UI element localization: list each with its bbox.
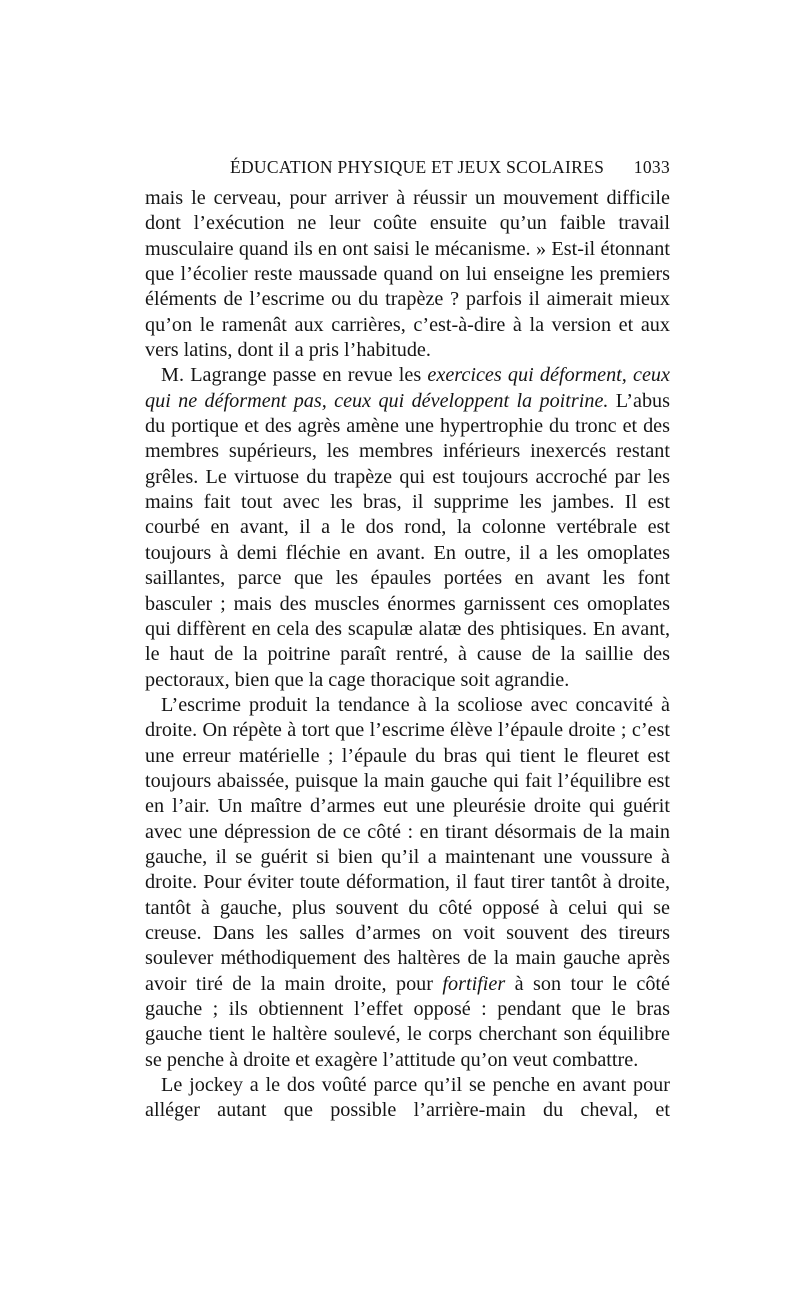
paragraph-text: Le jockey a le dos voûté parce qu’il se penche en avant pour alléger autant que possible l’arrière-main du cheval, et — [145, 1074, 670, 1122]
paragraph-text: mais le cerveau, pour arriver à réussir un mouvement difficile dont l’exécution ne leur coûte ensuite qu’un faible travail musculaire quand ils en ont saisi le mécanisme. » Est-il étonnant que l’écolier reste maussade quand on lui enseigne les premiers éléments de l’escrime ou du trapèze ? parfois il aimerait mieux qu’on le ramenât aux carrières, c’est-à-dire à la version et aux vers latins, dont il a pris l’habitude. — [145, 187, 670, 362]
paragraph-text: L’abus du portique et des agrès amène une hypertrophie du tronc et des membres supérieurs, les membres inférieurs inexercés restant grêles. Le virtuose du trapèze qui est toujours accroché par les mains fait tout avec les bras, il supprime les jambes. Il est courbé en avant, il a le dos rond, la colonne vertébrale est toujours à demi fléchie en avant. En outre, il a les omoplates saillantes, parce que les épaules portées en avant les font basculer ; mais des muscles énormes garnissent ces omoplates qui diffèrent en cela des scapulæ alatæ des phtisiques. En avant, le haut de la poitrine paraît rentré, à cause de la saillie des pectoraux, bien que la cage thoracique soit agrandie. — [145, 389, 670, 691]
paragraph-2 — [145, 363, 670, 692]
italic-phrase: exercices qui déforment, ceux qui ne déforment pas, ceux qui développent la poitrine. — [145, 364, 670, 412]
paragraph-1 — [145, 186, 670, 363]
paragraph-text: L’escrime produit la tendance à la scoliose avec concavité à droite. On répète à tort que l’escrime élève l’épaule droite ; c’est une erreur matérielle ; l’épaule du bras qui tient le fleuret est toujours abaissée, puisque la main gauche qui fait l’équilibre est en l’air. Un maître d’armes eut une pleurésie droite qui guérit avec une dépression de ce côté : en tirant désormais de la main gauche, il se guérit si bien qu’il a maintenant une voussure à droite. Pour éviter toute déformation, il faut tirer tantôt à droite, tantôt à gauche, plus souvent du côté opposé à celui qui se creuse. Dans les salles d’armes on voit souvent des tireurs soulever méthodiquement des haltères de la main gauche après avoir tiré de la main droite, pour — [145, 693, 670, 995]
paragraph-3 — [145, 693, 670, 1073]
italic-word: fortifier — [442, 972, 506, 995]
paragraph-4 — [145, 1073, 670, 1124]
body-text — [145, 186, 670, 1124]
running-title: ÉDUCATION PHYSIQUE ET JEUX SCOLAIRES — [230, 157, 605, 177]
page-number: 1033 — [633, 157, 670, 177]
paragraph-text: à son tour le côté gauche ; ils obtiennent l’effet opposé : pendant que le bras gauche tient le haltère soulevé, le corps cherchant son équilibre se penche à droite et exagère l’attitude qu’on veut combattre. — [145, 972, 670, 1071]
running-header — [145, 157, 670, 181]
paragraph-text: M. Lagrange passe en revue les — [161, 364, 428, 387]
